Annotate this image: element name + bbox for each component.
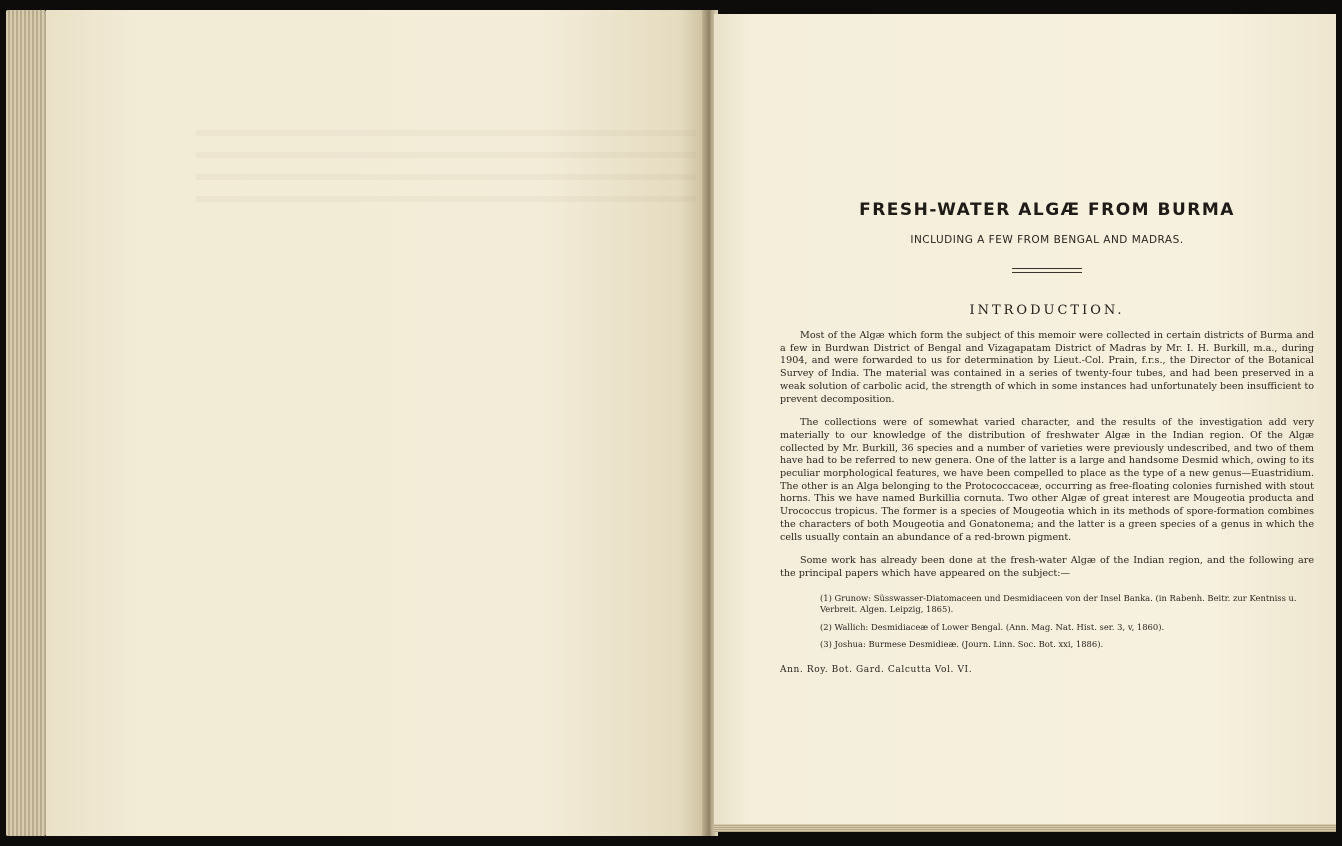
page-stack-edge (6, 10, 46, 836)
title-divider (1012, 268, 1082, 273)
page-title: FRESH-WATER ALGÆ FROM BURMA (859, 200, 1235, 220)
reference-item: (3) Joshua: Burmese Desmidieæ. (Journ. Linn. Soc. Bot. xxi, 1886). (820, 639, 1104, 650)
paragraph-2: The collections were of somewhat varied character, and the results of the investigation add very materially to our knowledge of the distribution of freshwater Algæ in the Indian region. Of the Algæ collected by Mr. Burkill, 36 species and a number of varieties were previously undescribed, and two of them have had to be referred to new genera. One of the latter is a large and handsome Desmid which, owing to its peculiar morphological features, we have been compelled to place as the type of a new genus—Euastridium. The other is an Alga belonging to the Protococcaceæ, occurring as free-floating colonies furnished with stout horns. This we have named Burkillia cornuta. Two other Algæ of great interest are Mougeotia producta and Urococcus tropicus. The former is a species of Mougeotia which in its methods of spore-formation combines the characters of both Mougeotia and Gonatonema; and the latter is a green species of a genus in which the cells usually contain an abundance of a red-brown pigment. (780, 417, 1314, 543)
paragraph-3: Some work has already been done at the fresh-water Algæ of the Indian region, and the following are the principal papers which have appeared on the subject:— (780, 555, 1314, 579)
reference-item: (2) Wallich: Desmidiaceæ of Lower Bengal. (Ann. Mag. Nat. Hist. ser. 3, v, 1860). (820, 621, 1165, 632)
page-content (780, 200, 1314, 675)
left-page-blank (46, 10, 706, 836)
reference-item: (1) Grunow: Süsswasser-Diatomaceen und Desmidiaceen von der Insel Banka. (in Rabenh. Beitr. zur Kentniss u. Verbreit. Algen. Leipzig, 1865). (820, 592, 1297, 615)
running-footer: Ann. Roy. Bot. Gard. Calcutta Vol. VI. (780, 664, 973, 675)
reference-list (780, 593, 1314, 651)
section-heading: INTRODUCTION. (969, 303, 1125, 318)
page-subtitle: INCLUDING A FEW FROM BENGAL AND MADRAS. (910, 234, 1184, 246)
page-bottom-edge (714, 824, 1336, 832)
paragraph-1: Most of the Algæ which form the subject of this memoir were collected in certain districts of Burma and a few in Burdwan District of Bengal and Vizagapatam District of Madras by Mr. I. H. Burkill, m.a., during 1904, and were forwarded to us for determination by Lieut.-Col. Prain, f.r.s., the Director of the Botanical Survey of India. The material was contained in a series of twenty-four tubes, and had been preserved in a weak solution of carbolic acid, the strength of which in some instances had unfortunately been insufficient to prevent decomposition. (780, 330, 1314, 405)
show-through-text (196, 130, 696, 210)
